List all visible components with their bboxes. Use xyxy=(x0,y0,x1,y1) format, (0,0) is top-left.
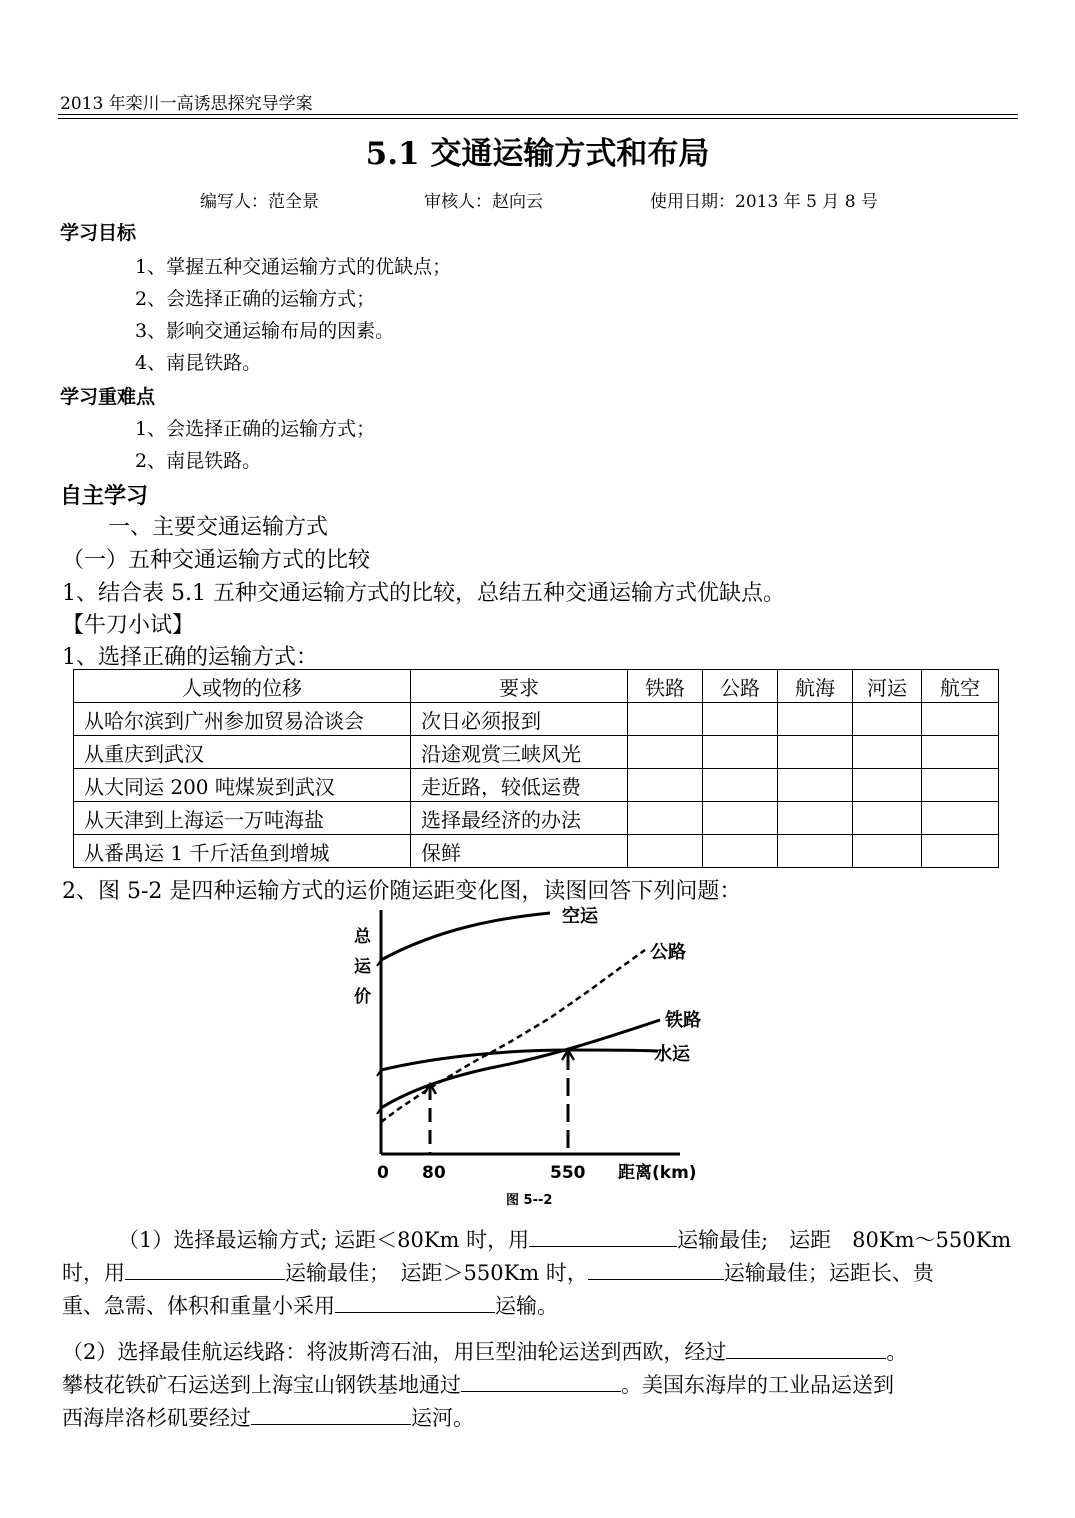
table-cell: 保鲜 xyxy=(411,835,628,868)
x-tick-label: 550 xyxy=(550,1163,586,1183)
answer-text: 运输最佳； 运距＞550Km 时， xyxy=(285,1261,588,1285)
section-heading: 一、主要交通运输方式 xyxy=(108,515,329,540)
answer-blank[interactable] xyxy=(726,1336,886,1359)
goal-item: 1、掌握五种交通运输方式的优缺点； xyxy=(135,256,452,278)
answer-text: 西海岸洛杉矶要经过 xyxy=(62,1406,251,1430)
answer-cell[interactable] xyxy=(628,802,703,835)
answer-cell[interactable] xyxy=(703,769,778,802)
key-points-heading: 学习重难点 xyxy=(60,386,156,408)
table-header-cell: 航空 xyxy=(922,670,999,703)
table-row xyxy=(74,703,999,736)
answer-text: 运输。 xyxy=(495,1294,558,1318)
answer-text: （1）选择最运输方式; 运距＜80Km 时，用 xyxy=(118,1228,530,1252)
answer-cell[interactable] xyxy=(853,769,922,802)
series-line-rail xyxy=(381,1020,660,1108)
answer-blank[interactable] xyxy=(125,1257,285,1280)
figure-caption: 图 5--2 xyxy=(506,1193,553,1208)
y-axis-label: 总 xyxy=(354,927,371,947)
goal-item: 2、会选择正确的运输方式； xyxy=(135,288,376,310)
goal-item: 3、影响交通运输布局的因素。 xyxy=(135,320,395,342)
answer-cell[interactable] xyxy=(703,736,778,769)
key-point-item: 1、会选择正确的运输方式； xyxy=(135,418,376,440)
table-row xyxy=(74,736,999,769)
answer-cell[interactable] xyxy=(703,835,778,868)
table-cell: 沿途观赏三峡风光 xyxy=(411,736,628,769)
answer-cell[interactable] xyxy=(778,769,853,802)
table-cell: 选择最经济的办法 xyxy=(411,802,628,835)
table-cell: 走近路，较低运费 xyxy=(411,769,628,802)
answer-cell[interactable] xyxy=(628,835,703,868)
answer-cell[interactable] xyxy=(778,835,853,868)
series-label-rail: 铁路 xyxy=(665,1010,701,1031)
series-line-air xyxy=(381,913,550,960)
series-line-water xyxy=(381,1050,658,1070)
answer-cell[interactable] xyxy=(703,802,778,835)
answer-cell[interactable] xyxy=(628,703,703,736)
series-label-water: 水运 xyxy=(654,1044,690,1065)
answer-cell[interactable] xyxy=(853,835,922,868)
y-axis-label: 运 xyxy=(354,957,371,977)
x-tick-label: 0 xyxy=(377,1163,389,1183)
answer-cell[interactable] xyxy=(853,802,922,835)
answer-cell[interactable] xyxy=(853,736,922,769)
key-point-item: 2、南昆铁路。 xyxy=(135,450,262,472)
table-cell: 从哈尔滨到广州参加贸易洽谈会 xyxy=(74,703,411,736)
answer-text: 。美国东海岸的工业品运送到 xyxy=(621,1373,894,1397)
table-row xyxy=(74,835,999,868)
answer-cell[interactable] xyxy=(853,703,922,736)
answer-blank[interactable] xyxy=(251,1402,411,1425)
goals-heading: 学习目标 xyxy=(60,222,137,244)
self-study-heading: 自主学习 xyxy=(60,484,149,509)
table-header-cell: 要求 xyxy=(411,670,628,703)
answer-blank[interactable] xyxy=(529,1224,677,1247)
answer-cell[interactable] xyxy=(778,802,853,835)
x-tick-label: 80 xyxy=(422,1163,446,1183)
transport-choice-table xyxy=(73,669,999,868)
table-cell: 次日必须报到 xyxy=(411,703,628,736)
answer-text: 时，用 xyxy=(62,1261,125,1285)
table-cell: 从大同运 200 吨煤炭到武汉 xyxy=(74,769,411,802)
table-header-cell: 人或物的位移 xyxy=(74,670,411,703)
table-cell: 从天津到上海运一万吨海盐 xyxy=(74,802,411,835)
answer-text: 运河。 xyxy=(411,1406,474,1430)
reviewer: 审核人：赵向云 xyxy=(424,192,543,212)
table-header-row xyxy=(74,670,999,703)
answer-cell[interactable] xyxy=(778,703,853,736)
table-header-cell: 航海 xyxy=(778,670,853,703)
header-divider xyxy=(58,114,1018,115)
answer-text: 运输最佳；运距长、贵 xyxy=(723,1261,934,1285)
subsection-heading: （一）五种交通运输方式的比较 xyxy=(62,548,371,573)
answer-cell[interactable] xyxy=(922,802,999,835)
page-title: 5.1 交通运输方式和布局 xyxy=(365,136,710,172)
series-label-road: 公路 xyxy=(650,942,686,963)
answer-cell[interactable] xyxy=(922,736,999,769)
table-row xyxy=(74,802,999,835)
practice-heading: 【牛刀小试】 xyxy=(62,613,195,638)
answer-paragraph-2 xyxy=(62,1336,1042,1435)
answer-text: 运输最佳; 运距 80Km～550Km xyxy=(677,1228,1012,1252)
question-2: 2、图 5-2 是四种运输方式的运价随运距变化图，读图回答下列问题： xyxy=(62,879,742,904)
y-axis-label: 价 xyxy=(354,987,371,1007)
author: 编写人：范全景 xyxy=(200,192,319,212)
x-axis-label: 距离(km) xyxy=(618,1163,697,1183)
answer-cell[interactable] xyxy=(778,736,853,769)
answer-blank[interactable] xyxy=(461,1369,621,1392)
table-header-cell: 河运 xyxy=(853,670,922,703)
header-text: 2013 年栾川一高诱思探究导学案 xyxy=(60,94,313,114)
series-line-road xyxy=(381,950,645,1122)
answer-cell[interactable] xyxy=(703,703,778,736)
goal-item: 4、南昆铁路。 xyxy=(135,352,262,374)
answer-blank[interactable] xyxy=(588,1257,724,1280)
answer-text: 重、急需、体积和重量小采用 xyxy=(62,1294,335,1318)
table-header-cell: 铁路 xyxy=(628,670,703,703)
answer-cell[interactable] xyxy=(922,703,999,736)
question-select: 1、选择正确的运输方式： xyxy=(62,645,318,670)
answer-blank[interactable] xyxy=(335,1290,495,1313)
series-label-air: 空运 xyxy=(562,906,598,927)
answer-text: （2）选择最佳航运线路：将波斯湾石油，用巨型油轮运送到西欧，经过 xyxy=(62,1340,727,1364)
answer-text: 攀枝花铁矿石运送到上海宝山钢铁基地通过 xyxy=(62,1373,461,1397)
question-1: 1、结合表 5.1 五种交通运输方式的比较，总结五种交通运输方式优缺点。 xyxy=(62,581,785,606)
table-header-cell: 公路 xyxy=(703,670,778,703)
table-cell: 从番禺运 1 千斤活鱼到增城 xyxy=(74,835,411,868)
transport-cost-chart xyxy=(340,900,740,1212)
answer-text: 。 xyxy=(886,1340,908,1364)
table-cell: 从重庆到武汉 xyxy=(74,736,411,769)
answer-cell[interactable] xyxy=(922,835,999,868)
header-divider-thin xyxy=(58,118,1018,119)
answer-cell[interactable] xyxy=(628,769,703,802)
answer-paragraph-1 xyxy=(62,1224,1042,1323)
answer-cell[interactable] xyxy=(628,736,703,769)
answer-cell[interactable] xyxy=(922,769,999,802)
date: 使用日期：2013 年 5 月 8 号 xyxy=(650,192,878,212)
table-row xyxy=(74,769,999,802)
